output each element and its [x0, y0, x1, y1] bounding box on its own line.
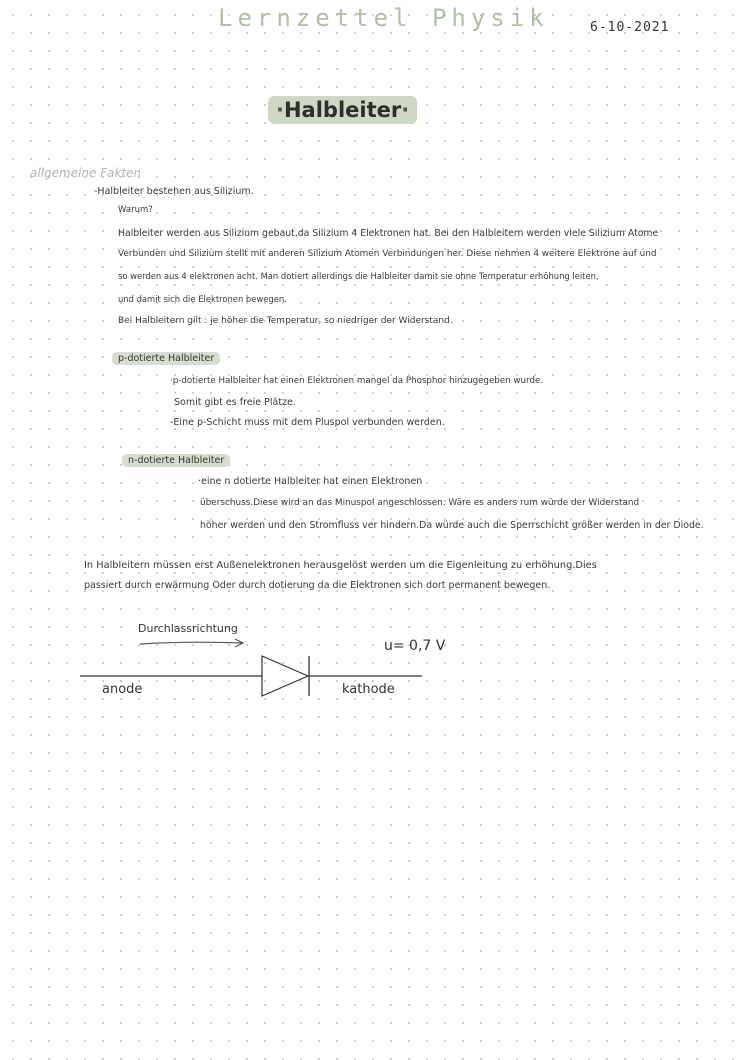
- p-doped-line: ·p-dotierte Halbleiter hat einen Elektronen mangel da Phosphor hinzugegeben wurde.: [170, 376, 544, 386]
- intro-paragraph-line: so werden aus 4 elektronen acht. Man dotiert allerdings die Halbleiter damit sie ohne Temperatur erhöhung leiten,: [118, 271, 599, 281]
- n-doped-label: n-dotierte Halbleiter: [122, 454, 230, 467]
- cathode-label: kathode: [342, 682, 395, 697]
- direction-arrow-icon: [138, 636, 248, 650]
- notes-title: Lernzettel Physik: [218, 4, 549, 32]
- voltage-label: u= 0,7 V: [384, 638, 446, 654]
- intro-line-2: Warum?: [118, 205, 153, 215]
- main-heading: [268, 96, 417, 124]
- section-label: allgemeine Fakten: [30, 166, 142, 180]
- p-doped-label: p-dotierte Halbleiter: [112, 352, 220, 365]
- n-doped-line: überschuss.Diese wird an das Minuspol angeschlossen. Wäre es anders rum würde der Widerstand: [200, 498, 640, 508]
- n-doped-line: höher werden und den Stromfluss ver hindern.Da würde auch die Sperrschicht größer werden in der Diode.: [200, 520, 704, 531]
- intro-line-1: -Halbleiter bestehen aus Silizium.: [94, 186, 254, 197]
- conclusion-line: In Halbleitern müssen erst Außenelektronen herausgelöst werden um die Eigenleitung zu erhöhung.Dies: [84, 560, 597, 571]
- anode-label: anode: [102, 682, 143, 697]
- intro-paragraph-line: und damit sich die Elektronen bewegen.: [118, 294, 287, 304]
- conclusion-line: passiert durch erwärmung Oder durch dotierung da die Elektronen sich dort permanent bewegen.: [84, 580, 551, 591]
- heading-bullet-left: ·: [276, 98, 284, 122]
- direction-label: Durchlassrichtung: [138, 622, 238, 635]
- intro-paragraph-line: Verbunden und Silizium stellt mit anderen Silizium Atomen Verbindungen her. Diese nehmen 4 weitere Elektrone auf und: [118, 249, 657, 259]
- intro-paragraph-line: Halbleiter werden aus Silizium gebaut,da Silizium 4 Elektronen hat. Bei den Halbleitern werden viele Silizium Atome: [118, 228, 659, 239]
- heading-bullet-right: ·: [401, 98, 410, 122]
- date: 6-10-2021: [590, 20, 670, 35]
- heading-text: Halbleiter: [283, 98, 402, 122]
- p-doped-line: Somit gibt es freie Plätze.: [174, 397, 296, 408]
- n-doped-line: ·eine n dotierte Halbleiter hat einen Elektronen: [198, 476, 423, 487]
- p-doped-line: -Eine p-Schicht muss mit dem Pluspol verbunden werden.: [170, 417, 445, 428]
- diode-triangle: [262, 656, 308, 696]
- intro-paragraph-line: Bei Halbleitern gilt : je höher die Temperatur, so niedriger der Widerstand.: [118, 316, 453, 326]
